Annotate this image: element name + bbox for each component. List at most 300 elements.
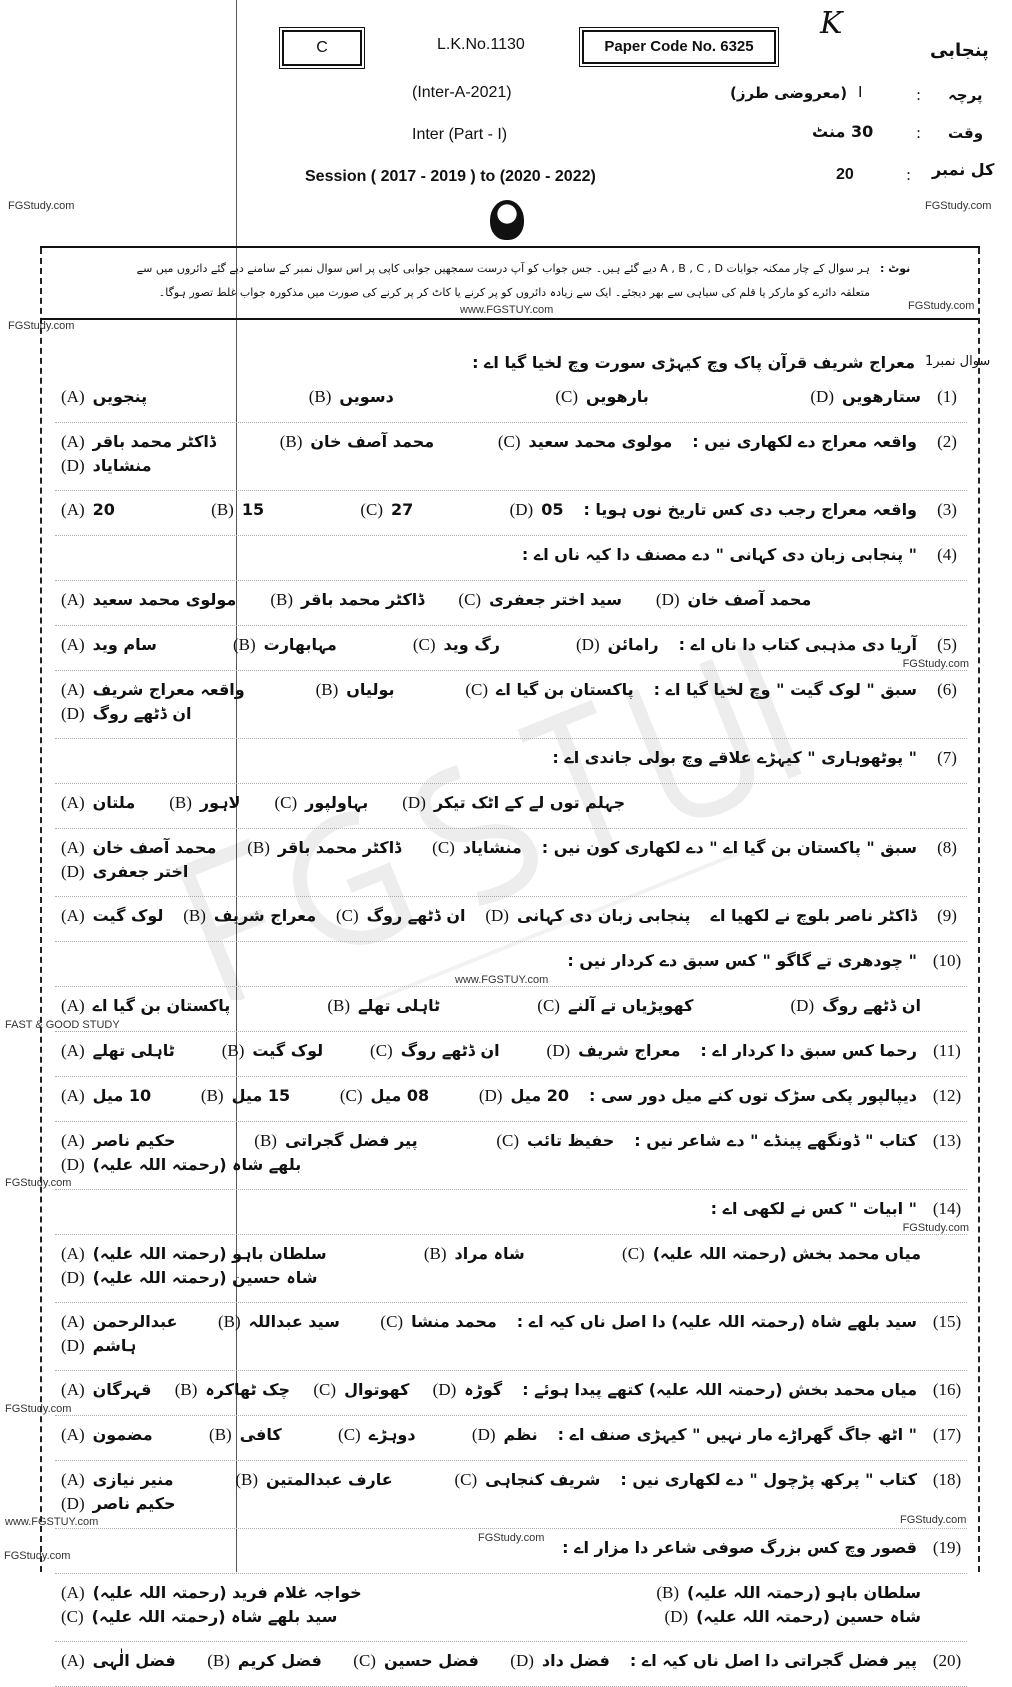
option-label: (A) bbox=[61, 1131, 85, 1150]
page-border-left bbox=[40, 248, 42, 1572]
question-stem: " ابیات " کس نے لکھی اے : bbox=[710, 1199, 917, 1218]
option-text: معراج شریف bbox=[578, 1041, 681, 1060]
answer-option bbox=[211, 499, 264, 521]
option-label: (B) bbox=[169, 793, 192, 812]
question-number: (8) bbox=[937, 838, 957, 857]
option-label: (A) bbox=[61, 1312, 85, 1331]
option-text: شاہ حسین (رحمتہ اللہ علیہ) bbox=[92, 1268, 318, 1287]
option-label: (B) bbox=[247, 838, 270, 857]
session: Session ( 2017 - 2019 ) to (2020 - 2022) bbox=[305, 168, 596, 185]
option-text: ٹاہلی تھلے bbox=[92, 1041, 175, 1060]
option-text: ٹاہلی تھلے bbox=[358, 996, 441, 1015]
answer-option bbox=[656, 1582, 921, 1604]
answer-option bbox=[360, 499, 413, 521]
answer-option bbox=[61, 995, 230, 1017]
option-text: منشایاد bbox=[92, 456, 152, 475]
answer-option bbox=[61, 455, 152, 477]
site-watermark: FGStudy.com bbox=[900, 1514, 967, 1526]
answer-option bbox=[61, 679, 245, 701]
option-label: (D) bbox=[61, 704, 85, 723]
option-label: (A) bbox=[61, 1244, 85, 1263]
option-text: ڈاکٹر محمد باقر bbox=[92, 432, 217, 451]
answer-option bbox=[233, 634, 337, 656]
option-text: پاکستان بن گیا اے bbox=[496, 680, 634, 699]
options-row bbox=[55, 837, 528, 883]
option-label: (D) bbox=[61, 456, 85, 475]
question-stem: رحما کس سبق دا کردار اے : bbox=[700, 1041, 917, 1060]
option-label: (C) bbox=[465, 680, 489, 699]
option-label: (C) bbox=[370, 1041, 393, 1060]
answer-option bbox=[247, 837, 401, 859]
option-text: بہاولپور bbox=[305, 793, 369, 812]
site-watermark-alt: www.FGSTUY.com bbox=[460, 304, 554, 316]
question-item bbox=[55, 671, 967, 739]
question-stem: " پنجابی زبان دی کہانی " دے مصنف دا کیہ ناں اے : bbox=[521, 545, 917, 564]
answer-option bbox=[61, 1335, 136, 1357]
question-item bbox=[55, 897, 967, 942]
paper-label: پرچہ bbox=[948, 86, 983, 104]
option-label: (B) bbox=[174, 1380, 198, 1399]
option-label: (D) bbox=[810, 387, 834, 406]
site-watermark-alt: www.FGSTUY.com bbox=[5, 1516, 99, 1528]
option-label: (D) bbox=[485, 906, 509, 925]
answer-option bbox=[309, 386, 394, 408]
question-number: (9) bbox=[937, 906, 957, 925]
option-label: (B) bbox=[211, 500, 234, 519]
option-text: کافی bbox=[239, 1425, 282, 1444]
answer-option bbox=[61, 1243, 327, 1265]
question-number-label: سوال نمبر1 bbox=[925, 354, 991, 369]
question-item bbox=[55, 626, 967, 671]
option-label: (D) bbox=[61, 1155, 85, 1174]
option-label: (B) bbox=[218, 1312, 241, 1331]
option-text: مولوی محمد سعید bbox=[528, 432, 673, 451]
options-row bbox=[55, 589, 927, 611]
answer-option bbox=[313, 1379, 409, 1401]
option-label: (C) bbox=[313, 1380, 337, 1399]
option-text: 20 bbox=[92, 500, 115, 519]
answer-option bbox=[510, 499, 564, 521]
answer-option bbox=[479, 1085, 569, 1107]
answer-option bbox=[254, 1130, 417, 1152]
option-label: (D) bbox=[478, 1086, 503, 1105]
option-text: کھوتوال bbox=[344, 1380, 410, 1399]
question-item bbox=[55, 1190, 967, 1235]
question-stem: واقعہ معراج دے لکھاری نیں : bbox=[692, 432, 917, 451]
answer-option bbox=[61, 1085, 151, 1107]
option-text: محمد منشا bbox=[411, 1312, 497, 1331]
option-label: (B) bbox=[656, 1583, 680, 1602]
option-text: عبدالرحمن bbox=[92, 1312, 178, 1331]
question-stem: سبق " پاکستان بن گیا اے " دے لکھاری کون نیں : bbox=[541, 838, 917, 857]
option-text: حفیظ تائب bbox=[527, 1131, 615, 1150]
options-row bbox=[55, 792, 927, 814]
option-text: بلھے شاہ (رحمتہ اللہ علیہ) bbox=[92, 1155, 302, 1174]
answer-option bbox=[61, 589, 236, 611]
question-item bbox=[55, 423, 967, 491]
note-label: نوٹ : bbox=[880, 262, 911, 275]
option-text: 10 میل bbox=[92, 1086, 152, 1105]
option-label: (B) bbox=[308, 387, 332, 406]
option-label: (D) bbox=[471, 1425, 496, 1444]
options-row bbox=[55, 1379, 508, 1401]
option-label: (C) bbox=[432, 838, 455, 857]
site-watermark: FGStudy.com bbox=[5, 1177, 72, 1189]
exam-level: Inter (Part - I) bbox=[412, 126, 508, 143]
options-line bbox=[55, 581, 967, 626]
note-line-2: متعلقہ دائرے کو مارکر یا قلم کی سیاہی سے بھر دیجئے۔ ایک سے زیادہ دائروں کو پر کرنے یا کاٹ کر پر کرنے کی صورت میں مذکورہ جواب غلط تصور ہوگا۔ bbox=[158, 286, 870, 299]
question-number: (16) bbox=[932, 1380, 962, 1399]
section-heading: معراج شریف قرآن پاک وچ کیہڑی سورت وچ لخیا گیا اے : bbox=[472, 353, 915, 372]
option-text: محمد آصف خان bbox=[92, 838, 217, 857]
option-label: (D) bbox=[432, 1380, 457, 1399]
option-text: فضل حسین bbox=[383, 1651, 479, 1670]
option-label: (A) bbox=[61, 680, 85, 699]
note-bottom-rule bbox=[40, 318, 980, 320]
question-item bbox=[55, 1416, 967, 1461]
question-stem: آریا دی مذہبی کتاب دا ناں اے : bbox=[678, 635, 917, 654]
option-text: مضمون bbox=[92, 1425, 153, 1444]
question-stem: واقعہ معراج رجب دی کس تاریخ نوں ہویا : bbox=[583, 500, 917, 519]
option-text: 08 میل bbox=[370, 1086, 430, 1105]
time-value: 30 منٹ bbox=[812, 122, 874, 141]
option-label: (A) bbox=[61, 500, 85, 519]
option-label: (D) bbox=[790, 996, 815, 1015]
option-label: (C) bbox=[274, 793, 298, 812]
option-label: (D) bbox=[61, 1336, 85, 1355]
option-label: (A) bbox=[61, 1041, 85, 1060]
option-text: چک ٹھاکرہ bbox=[205, 1380, 291, 1399]
options-row bbox=[55, 1469, 606, 1515]
answer-option bbox=[370, 1040, 500, 1062]
question-stem: قصور وچ کس بزرگ صوفی شاعر دا مزار اے : bbox=[562, 1538, 917, 1557]
answer-option bbox=[274, 792, 368, 814]
option-text: رگ وید bbox=[443, 635, 500, 654]
options-row bbox=[55, 1650, 616, 1672]
option-text: مولوی محمد سعید bbox=[92, 590, 237, 609]
options-row bbox=[55, 1424, 544, 1446]
option-label: (D) bbox=[510, 1651, 534, 1670]
answer-option bbox=[61, 1493, 176, 1515]
option-label: (C) bbox=[412, 635, 436, 654]
option-text: عارف عبدالمتین bbox=[266, 1470, 393, 1489]
option-text: سید عبداللہ bbox=[248, 1312, 340, 1331]
option-label: (D) bbox=[402, 793, 426, 812]
answer-option bbox=[61, 837, 216, 859]
paper-type: (معروضی طرز) bbox=[730, 84, 848, 102]
answer-option bbox=[472, 1424, 538, 1446]
marks-value: 20 bbox=[836, 166, 854, 183]
option-label: (C) bbox=[339, 1086, 363, 1105]
option-text: فضل کریم bbox=[237, 1651, 322, 1670]
question-stem: سید بلھے شاہ (رحمتہ اللہ علیہ) دا اصل ناں کیہ اے : bbox=[516, 1312, 917, 1331]
options-row bbox=[55, 1130, 620, 1176]
question-item bbox=[5, 1461, 967, 1529]
answer-option bbox=[537, 995, 693, 1017]
options-line bbox=[55, 1574, 967, 1642]
options-line bbox=[55, 784, 967, 829]
option-label: (D) bbox=[61, 1494, 85, 1513]
question-number: (11) bbox=[933, 1041, 961, 1060]
options-row bbox=[55, 1040, 686, 1062]
answer-option bbox=[235, 1469, 392, 1491]
question-number: (5) bbox=[937, 635, 957, 654]
option-label: (C) bbox=[458, 590, 482, 609]
answer-option bbox=[498, 431, 672, 453]
board-logo bbox=[490, 200, 524, 240]
option-label: (D) bbox=[664, 1607, 689, 1626]
answer-option bbox=[432, 837, 522, 859]
options-line bbox=[5, 987, 967, 1032]
option-text: ہاشم bbox=[92, 1336, 137, 1355]
option-text: ان ڈٹھے روگ bbox=[92, 704, 192, 723]
option-text: ان ڈٹھے روگ bbox=[366, 906, 466, 925]
option-text: مہابھارت bbox=[263, 635, 337, 654]
option-text: دسویں bbox=[339, 387, 394, 406]
option-text: پنجابی زبان دی کہانی bbox=[516, 906, 691, 925]
question-item bbox=[55, 1077, 967, 1122]
site-watermark: FGStudy.com bbox=[902, 1222, 969, 1234]
answer-option bbox=[183, 905, 316, 927]
question-number: (18) bbox=[932, 1470, 962, 1489]
option-label: (B) bbox=[315, 680, 339, 699]
option-label: (D) bbox=[546, 1041, 571, 1060]
answer-option bbox=[465, 679, 633, 701]
option-text: سلطان باہو (رحمتہ اللہ علیہ) bbox=[92, 1244, 327, 1263]
site-watermark: FGStudy.com bbox=[908, 300, 975, 312]
answer-option bbox=[576, 634, 659, 656]
option-label: (D) bbox=[655, 590, 680, 609]
answer-option bbox=[496, 1130, 614, 1152]
site-watermark: FGStudy.com bbox=[8, 200, 75, 212]
answer-option bbox=[810, 386, 921, 408]
option-text: فضل داد bbox=[541, 1651, 610, 1670]
option-text: فضل الٰہی bbox=[92, 1651, 176, 1670]
answer-option bbox=[61, 1424, 153, 1446]
option-label: (C) bbox=[360, 500, 384, 519]
answer-option bbox=[218, 1311, 340, 1333]
option-label: (A) bbox=[61, 1470, 85, 1489]
option-text: شریف کنجاہی bbox=[485, 1470, 601, 1489]
answer-option bbox=[353, 1650, 479, 1672]
option-label: (B) bbox=[235, 1470, 258, 1489]
option-label: (B) bbox=[207, 1651, 230, 1670]
option-text: کھوپڑیاں تے آلنے bbox=[567, 996, 694, 1015]
subject-title: پنجابی bbox=[930, 40, 989, 61]
site-watermark: FGStudy.com bbox=[925, 200, 992, 212]
answer-option bbox=[169, 792, 240, 814]
option-label: (B) bbox=[423, 1244, 447, 1263]
question-item bbox=[55, 739, 967, 784]
option-text: حکیم ناصر bbox=[92, 1131, 176, 1150]
answer-option bbox=[380, 1311, 496, 1333]
tagline-watermark: FAST & GOOD STUDY bbox=[5, 1019, 120, 1031]
question-number: (20) bbox=[932, 1651, 962, 1670]
answer-option bbox=[622, 1243, 921, 1265]
answer-option bbox=[61, 1040, 175, 1062]
question-item bbox=[55, 1303, 967, 1371]
option-label: (A) bbox=[61, 1651, 85, 1670]
option-label: (A) bbox=[61, 590, 85, 609]
exam-name: (Inter-A-2021) bbox=[412, 84, 512, 101]
option-text: نظم bbox=[503, 1425, 538, 1444]
answer-option bbox=[61, 499, 115, 521]
answer-option bbox=[207, 1650, 322, 1672]
question-item bbox=[55, 829, 967, 897]
note-line-1: ہر سوال کے چار ممکنہ جوابات A , B , C , D دیے گئے ہیں۔ جس جواب کو آپ درست سمجھیں جوابی کاپی پر اس سوال نمبر کے سامنے دیے گئے دائروں میں سے bbox=[136, 262, 870, 275]
options-row bbox=[55, 995, 927, 1017]
answer-option bbox=[458, 589, 622, 611]
option-label: (C) bbox=[496, 1131, 520, 1150]
option-label: (B) bbox=[279, 432, 303, 451]
question-number: (3) bbox=[937, 500, 957, 519]
option-text: 05 bbox=[541, 500, 564, 519]
options-row bbox=[55, 1311, 503, 1357]
option-text: شاہ حسین (رحمتہ اللہ علیہ) bbox=[696, 1607, 921, 1626]
option-label: (A) bbox=[61, 635, 85, 654]
answer-option bbox=[61, 703, 192, 725]
options-row bbox=[55, 905, 697, 927]
question-stem: " اٹھ جاگ گھراڑے مار نہیں " کیہڑی صنف اے : bbox=[557, 1425, 917, 1444]
option-label: (A) bbox=[61, 1380, 85, 1399]
question-number: (17) bbox=[932, 1425, 962, 1444]
answer-option bbox=[413, 634, 500, 656]
option-text: محمد آصف خان bbox=[310, 432, 435, 451]
answer-option bbox=[61, 1311, 177, 1333]
answer-option bbox=[280, 431, 434, 453]
answer-option bbox=[555, 386, 648, 408]
option-label: (C) bbox=[335, 906, 359, 925]
answer-option bbox=[61, 431, 216, 453]
option-text: اختر جعفری bbox=[92, 862, 189, 881]
option-label: (C) bbox=[622, 1244, 645, 1263]
site-watermark: FGStudy.com bbox=[902, 658, 969, 670]
question-stem: " پوٹھوہاری " کیہڑے علاقے وچ بولی جاندی اے : bbox=[552, 748, 917, 767]
answer-option bbox=[61, 386, 147, 408]
option-label: (C) bbox=[380, 1312, 404, 1331]
option-text: ملتان bbox=[92, 793, 136, 812]
answer-option bbox=[61, 1606, 337, 1628]
question-item bbox=[5, 1371, 967, 1416]
question-number: (1) bbox=[937, 387, 957, 406]
options-row bbox=[55, 679, 640, 725]
answer-option bbox=[402, 792, 625, 814]
option-text: محمد آصف خان bbox=[687, 590, 812, 609]
option-text: شاہ مراد bbox=[454, 1244, 525, 1263]
answer-option bbox=[61, 1379, 151, 1401]
question-number: (6) bbox=[937, 680, 957, 699]
option-label: (B) bbox=[270, 590, 294, 609]
option-text: ڈاکٹر محمد باقر bbox=[277, 838, 402, 857]
answer-option bbox=[664, 1606, 921, 1628]
option-text: سید بلھے شاہ (رحمتہ اللہ علیہ) bbox=[91, 1607, 338, 1626]
question-stem: سبق " لوک گیت " وچ لخیا گیا اے : bbox=[653, 680, 917, 699]
option-label: (B) bbox=[232, 635, 256, 654]
question-stem: کتاب " پرکھ پڑچول " دے لکھاری نیں : bbox=[620, 1470, 917, 1489]
answer-option bbox=[61, 634, 157, 656]
option-label: (C) bbox=[353, 1651, 376, 1670]
option-text: 15 میل bbox=[231, 1086, 291, 1105]
option-text: پنجویں bbox=[92, 387, 148, 406]
option-label: (D) bbox=[576, 635, 600, 654]
options-row bbox=[55, 386, 927, 408]
option-text: 15 bbox=[241, 500, 265, 519]
question-item bbox=[55, 1032, 967, 1077]
answer-option bbox=[61, 1154, 301, 1176]
question-item bbox=[55, 378, 967, 423]
option-text: معراج شریف bbox=[213, 906, 317, 925]
option-label: (C) bbox=[555, 387, 579, 406]
site-watermark: FGStudy.com bbox=[8, 320, 75, 332]
option-text: بارھویں bbox=[586, 387, 649, 406]
note-top-rule bbox=[40, 246, 980, 248]
examiner-initials: K bbox=[820, 6, 843, 41]
option-label: (D) bbox=[61, 862, 85, 881]
option-label: (C) bbox=[338, 1425, 361, 1444]
option-label: (B) bbox=[209, 1425, 232, 1444]
option-text: رامائن bbox=[607, 635, 659, 654]
question-number: (2) bbox=[937, 432, 957, 451]
option-text: حکیم ناصر bbox=[92, 1494, 176, 1513]
option-label: (A) bbox=[61, 793, 85, 812]
colon: : bbox=[916, 124, 922, 142]
question-stem: دیپالپور پکی سڑک توں کنے میل دور سی : bbox=[589, 1086, 917, 1105]
site-watermark-alt: www.FGSTUY.com bbox=[455, 974, 549, 986]
option-label: (C) bbox=[537, 996, 560, 1015]
answer-option bbox=[424, 1243, 525, 1265]
question-item bbox=[5, 1122, 967, 1190]
colon: : bbox=[916, 86, 922, 104]
answer-option bbox=[61, 1469, 174, 1491]
option-label: (A) bbox=[61, 906, 85, 925]
question-list bbox=[5, 378, 969, 1687]
option-text: دوہڑے bbox=[368, 1425, 416, 1444]
option-text: قہرگان bbox=[92, 1380, 152, 1399]
option-label: (A) bbox=[61, 1086, 85, 1105]
answer-option bbox=[61, 792, 135, 814]
option-label: (D) bbox=[61, 1268, 85, 1287]
option-text: بولیاں bbox=[346, 680, 395, 699]
page-border-right bbox=[978, 248, 980, 1572]
option-label: (B) bbox=[221, 1041, 245, 1060]
option-label: (B) bbox=[327, 996, 351, 1015]
question-stem: پیر فضل گجراتی دا اصل ناں کیہ اے : bbox=[629, 1651, 917, 1670]
option-label: (B) bbox=[254, 1131, 277, 1150]
colon: : bbox=[906, 166, 912, 184]
answer-option bbox=[61, 1130, 176, 1152]
option-label: (A) bbox=[61, 432, 85, 451]
option-text: 20 میل bbox=[510, 1086, 570, 1105]
options-row bbox=[55, 1085, 575, 1107]
option-label: (B) bbox=[183, 906, 206, 925]
answer-option bbox=[61, 1267, 318, 1289]
answer-option bbox=[61, 905, 163, 927]
option-text: سام وید bbox=[92, 635, 157, 654]
question-number: (10) bbox=[932, 951, 962, 970]
question-number: (14) bbox=[932, 1199, 962, 1218]
option-label: (C) bbox=[497, 432, 521, 451]
options-row bbox=[55, 431, 678, 477]
answer-option bbox=[209, 1424, 282, 1446]
question-item bbox=[55, 536, 967, 581]
paper-code: Paper Code No. 6325 bbox=[582, 30, 776, 64]
options-row bbox=[55, 1243, 927, 1289]
answer-option bbox=[316, 679, 395, 701]
option-label: (B) bbox=[200, 1086, 224, 1105]
option-text: لوک گیت bbox=[252, 1041, 324, 1060]
option-label: (A) bbox=[61, 387, 85, 406]
answer-option bbox=[791, 995, 922, 1017]
